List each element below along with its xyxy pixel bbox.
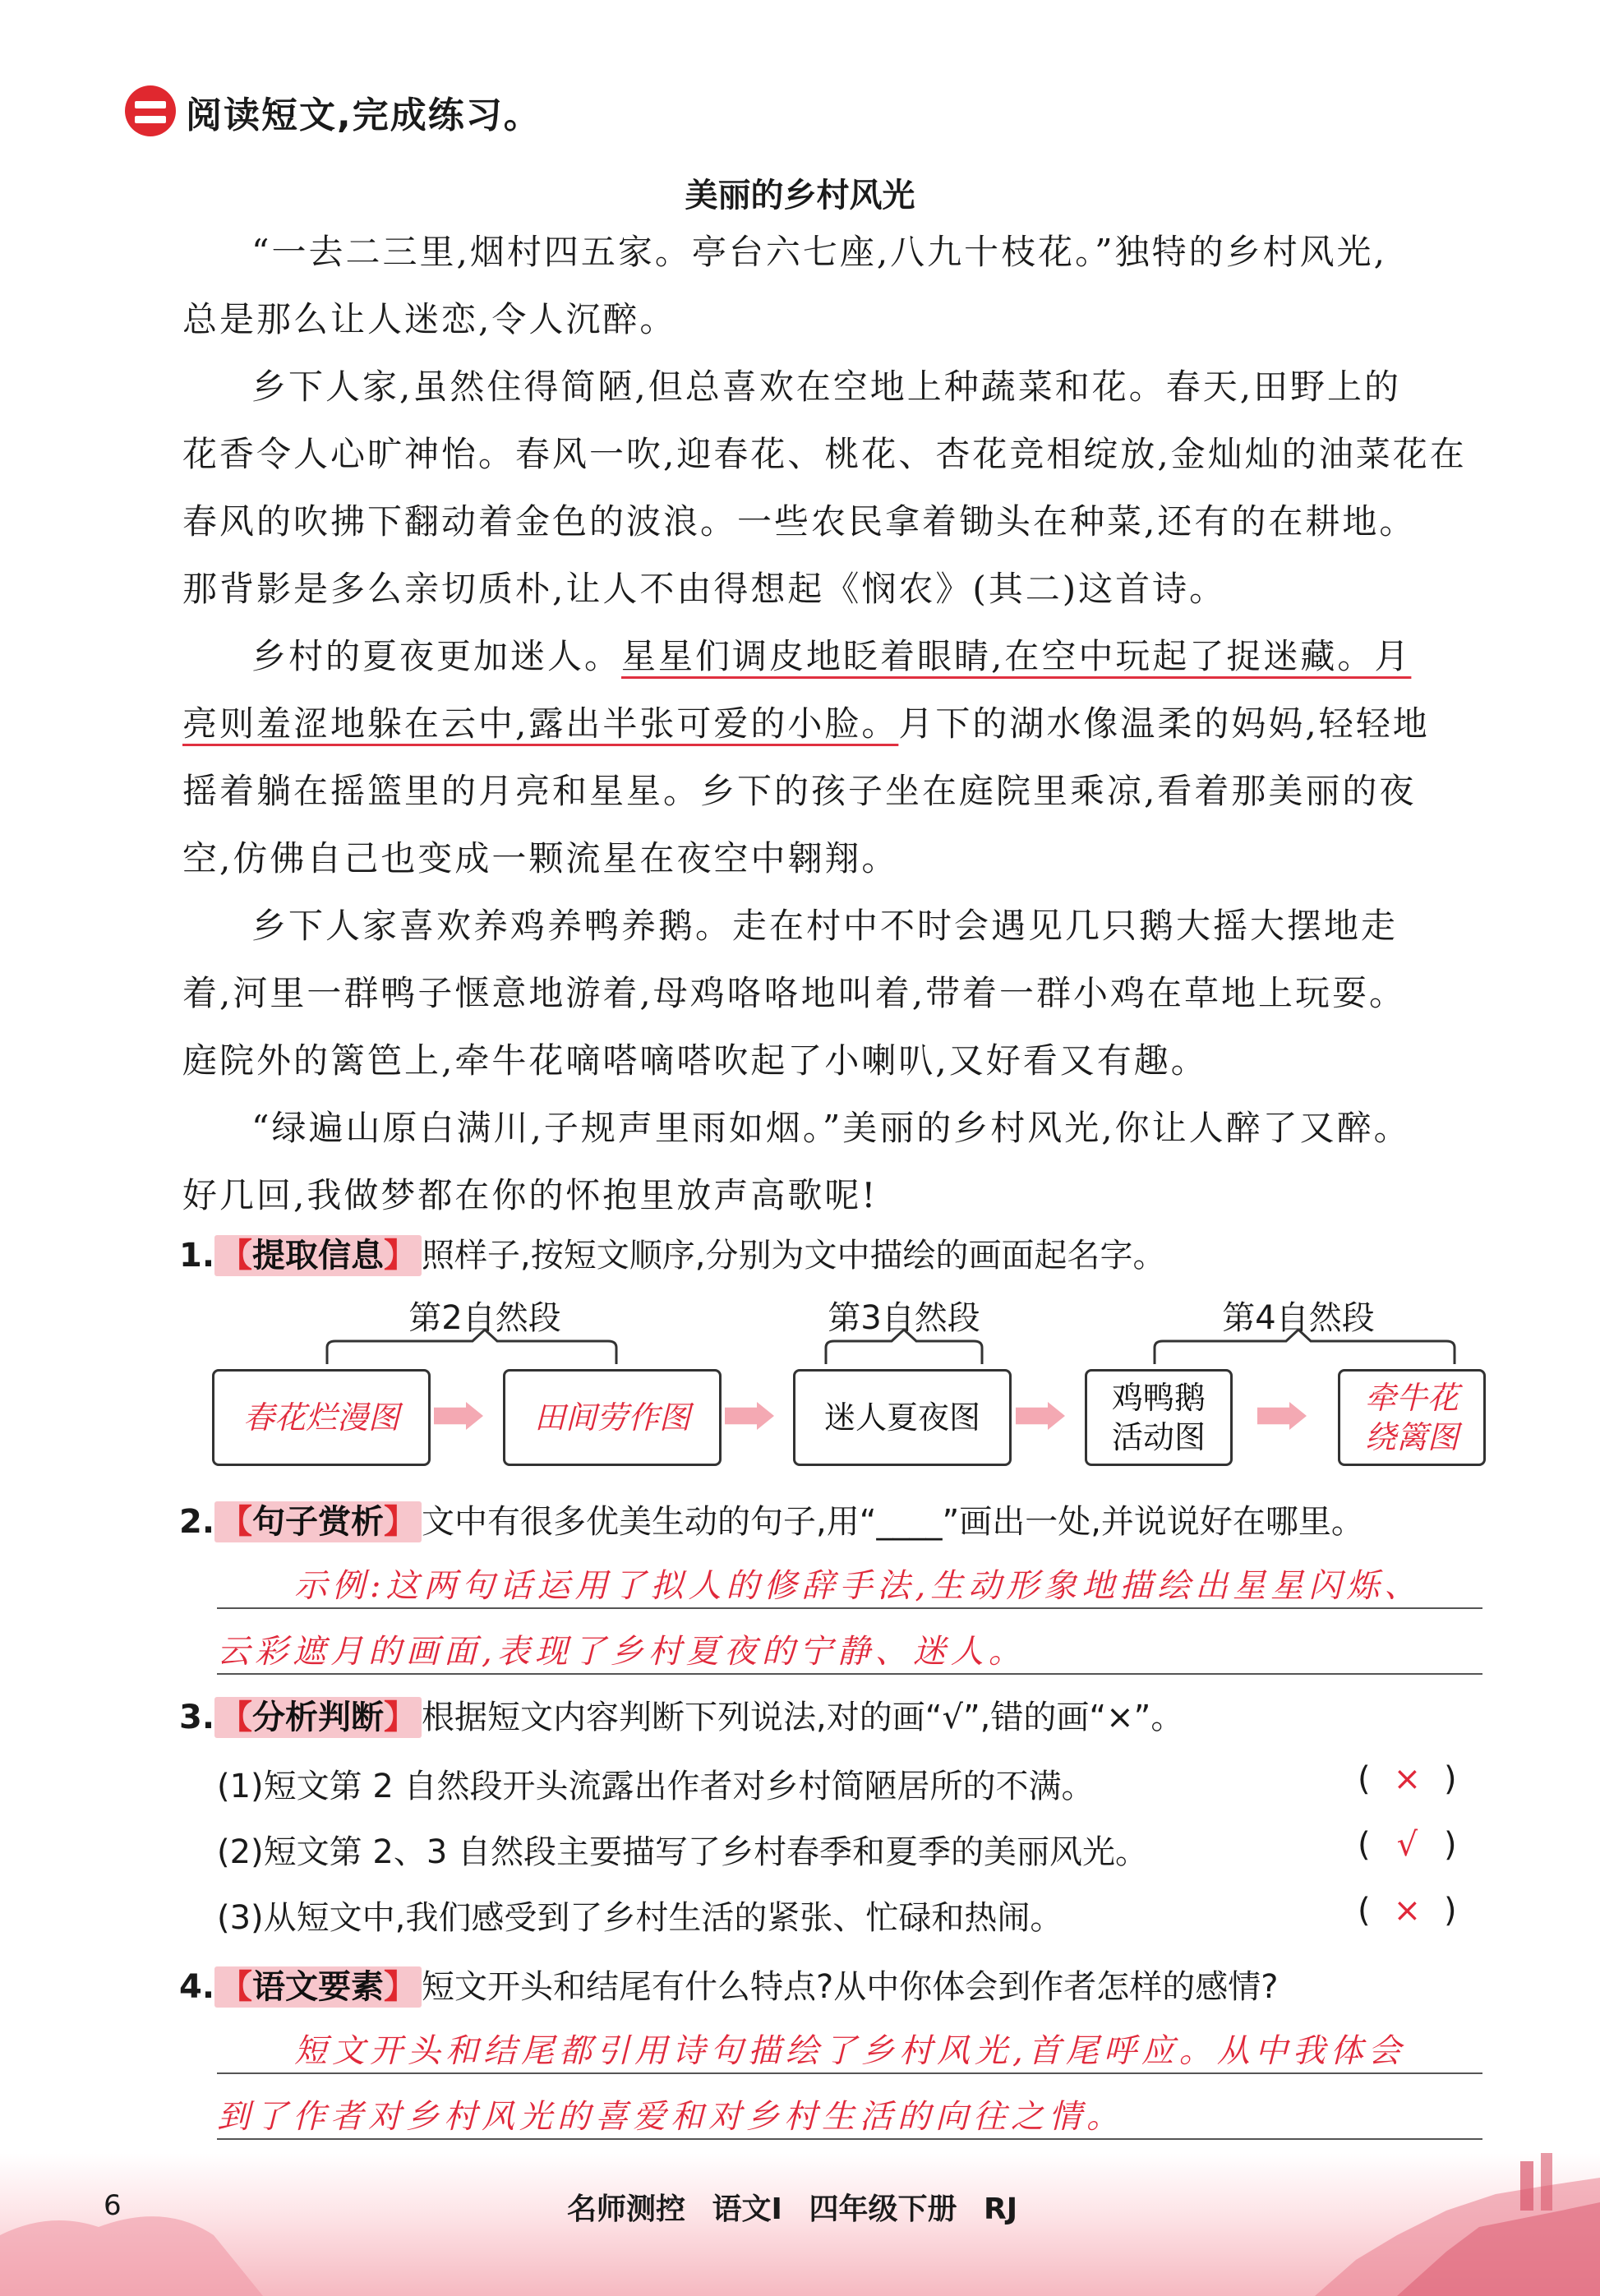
story-line: 乡下人家,虽然住得简陋,但总喜欢在空地上种蔬菜和花。春天,田野上的 — [251, 367, 1402, 407]
segment-label: 第2自然段 — [408, 1299, 561, 1337]
judge-answer: ( × ) — [1358, 1760, 1457, 1798]
story-line: 乡下人家喜欢养鸡养鸭养鹅。走在村中不时会遇见几只鹅大摇大摆地走 — [251, 906, 1399, 946]
story-fragment: 乡村的夏夜更加迷人。 — [251, 636, 622, 676]
story-line: 春风的吹拂下翻动着金色的波浪。一些农民拿着锄头在种菜,还有的在耕地。 — [182, 501, 1417, 542]
judge-answer: ( √ ) — [1358, 1826, 1457, 1864]
tag-label: 语文要素 — [252, 1968, 385, 2006]
flow-box-line: 绕篱图 — [1364, 1419, 1459, 1455]
question-number: 3. — [179, 1699, 215, 1736]
answer-rule — [217, 2072, 1482, 2074]
answer-line: 云彩遮月的画面,表现了乡村夏夜的宁静、迷人。 — [217, 1633, 1026, 1671]
segment-label: 第4自然段 — [1222, 1299, 1375, 1337]
footer-title: 名师测控 语文Ⅰ 四年级下册 RJ — [567, 2192, 1018, 2226]
question-number: 2. — [179, 1503, 215, 1541]
story-line: 着,河里一群鸭子惬意地游着,母鸡咯咯地叫着,带着一群小鸡在草地上玩耍。 — [182, 973, 1407, 1013]
story-line: 好几回,我做梦都在你的怀抱里放声高歌呢! — [182, 1175, 878, 1215]
judge-mark: × — [1393, 1892, 1422, 1929]
flow-box-line: 活动图 — [1111, 1419, 1206, 1455]
question-4 — [179, 1961, 1279, 2008]
flow-box-1: 春花烂漫图 — [212, 1369, 431, 1466]
brace-para3 — [826, 1330, 982, 1364]
question-3 — [179, 1691, 1183, 1738]
story-line: 总是那么让人迷恋,令人沉醉。 — [182, 299, 677, 339]
judge-item: (3)从短文中,我们感受到了乡村生活的紧张、忙碌和热闹。 — [217, 1899, 1063, 1937]
flow-box-3: 迷人夏夜图 — [793, 1369, 1012, 1466]
question-tag: 【分析判断】 — [214, 1697, 422, 1738]
answer-line: 示例:这两句话运用了拟人的修辞手法,生动形象地描绘出星星闪烁、 — [294, 1567, 1422, 1605]
answer-line: 到了作者对乡村风光的喜爱和对乡村生活的向往之情。 — [217, 2098, 1124, 2136]
question-tag: 【提取信息】 — [214, 1235, 422, 1276]
flow-box-2: 田间劳作图 — [503, 1369, 722, 1466]
story-line: 那背影是多么亲切质朴,让人不由得想起《悯农》(其二)这首诗。 — [182, 569, 1227, 609]
question-text: 文中有很多优美生动的句子,用“____”画出一处,并说说好在哪里。 — [422, 1503, 1364, 1541]
brace-para2 — [327, 1330, 616, 1364]
story-line: 空,仿佛自己也变成一颗流星在夜空中翱翔。 — [182, 838, 899, 878]
story-line: “绿遍山原白满川,子规声里雨如烟。”美丽的乡村风光,你让人醉了又醉。 — [251, 1108, 1411, 1148]
question-number: 1. — [179, 1237, 215, 1275]
story-fragment: 月下的湖水像温柔的妈妈,轻轻地 — [898, 703, 1430, 744]
tag-label: 句子赏析 — [252, 1503, 385, 1541]
question-tag: 【语文要素】 — [214, 1966, 422, 2008]
story-line: 庭院外的篱笆上,牵牛花嘀嗒嘀嗒吹起了小喇叭,又好看又有趣。 — [182, 1040, 1208, 1081]
story-line: 花香令人心旷神怡。春风一吹,迎春花、桃花、杏花竞相绽放,金灿灿的油菜花在 — [182, 434, 1467, 474]
segment-label: 第3自然段 — [828, 1299, 980, 1337]
story-title: 美丽的乡村风光 — [685, 177, 915, 214]
brace-para4 — [1155, 1330, 1455, 1364]
flow-box-line: 牵牛花 — [1364, 1380, 1459, 1416]
judge-item: (1)短文第 2 自然段开头流露出作者对乡村简陋居所的不满。 — [217, 1768, 1095, 1805]
flow-box-5 — [1338, 1369, 1486, 1466]
judge-mark: × — [1393, 1760, 1422, 1798]
question-text: 照样子,按短文顺序,分别为文中描绘的画面起名字。 — [422, 1237, 1166, 1275]
question-text: 根据短文内容判断下列说法,对的画“√”,错的画“×”。 — [422, 1699, 1184, 1736]
flow-box-4 — [1085, 1369, 1233, 1466]
underlined-sentence: 星星们调皮地眨着眼睛,在空中玩起了捉迷藏。月 — [621, 636, 1412, 676]
answer-rule — [217, 1673, 1482, 1675]
question-number: 4. — [179, 1968, 215, 2006]
section-title: 阅读短文,完成练习。 — [186, 95, 542, 136]
judge-mark: √ — [1396, 1826, 1418, 1864]
answer-line: 短文开头和结尾都引用诗句描绘了乡村风光,首尾呼应。从中我体会 — [294, 2032, 1406, 2070]
page-number: 6 — [104, 2189, 122, 2222]
story-line: “一去二三里,烟村四五家。亭台六七座,八九十枝花。”独特的乡村风光, — [251, 232, 1387, 272]
judge-answer: ( × ) — [1358, 1892, 1457, 1929]
question-tag: 【句子赏析】 — [214, 1501, 422, 1542]
tag-label: 分析判断 — [252, 1699, 385, 1736]
underlined-sentence: 亮则羞涩地躲在云中,露出半张可爱的小脸。 — [182, 703, 899, 744]
tag-label: 提取信息 — [252, 1237, 385, 1275]
answer-rule — [217, 1607, 1482, 1609]
story-line: 摇着躺在摇篮里的月亮和星星。乡下的孩子坐在庭院里乘凉,看着那美丽的夜 — [182, 771, 1417, 811]
judge-item: (2)短文第 2、3 自然段主要描写了乡村春季和夏季的美丽风光。 — [217, 1833, 1148, 1871]
question-text: 短文开头和结尾有什么特点?从中你体会到作者怎样的感情? — [422, 1968, 1279, 2006]
question-2 — [179, 1496, 1364, 1542]
flow-box-line: 鸡鸭鹅 — [1111, 1380, 1206, 1416]
